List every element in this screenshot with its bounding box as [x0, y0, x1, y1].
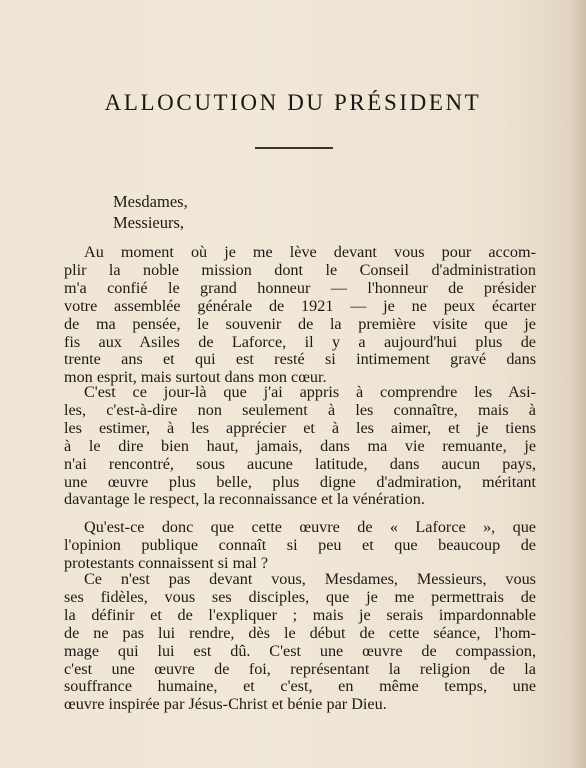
text-line: Qu'est-ce donc que cette œuvre de « Laforce », que [84, 519, 536, 536]
text-line: ses fidèles, vous ses disciples, que je me permettrais de [64, 588, 536, 606]
text-line: à le dire bien haut, jamais, dans ma vie remuante, je [64, 437, 536, 455]
text-line: protestants connaissent si mal ? [64, 554, 269, 572]
text-line: n'ai rencontré, sous aucune latitude, dans aucun pays, [64, 455, 536, 473]
text-line: les estimer, à les apprécier et à les aimer, et je tiens [64, 419, 536, 437]
title-divider [255, 147, 333, 149]
text-line: plir la noble mission dont le Conseil d'administration [64, 261, 536, 279]
text-line: la définir et de l'expliquer ; mais je serais impardonnable [64, 606, 536, 624]
text-line: mage qui lui est dû. C'est une œuvre de compassion, [64, 642, 536, 660]
salutation-messieurs: Messieurs, [113, 213, 185, 232]
text-line: trente ans et qui est resté si intimement gravé dans [64, 351, 536, 369]
text-line: fis aux Asiles de Laforce, il y a aujourd'hui plus de [64, 333, 536, 351]
text-line: œuvre inspirée par Jésus-Christ et bénie par Dieu. [64, 696, 387, 714]
text-line: de ne pas lui rendre, dès le début de cette séance, l'hom- [64, 624, 536, 642]
text-line: Au moment où je me lève devant vous pour accom- [84, 244, 536, 261]
paragraph-4 [64, 571, 536, 714]
text-line: votre assemblée générale de 1921 — je ne peux écarter [64, 297, 536, 315]
text-line: C'est ce jour-là que j'ai appris à comprendre les Asi- [84, 384, 536, 401]
text-line: Ce n'est pas devant vous, Mesdames, Messieurs, vous [84, 571, 536, 588]
salutation-mesdames: Mesdames, [113, 192, 188, 211]
text-line: l'opinion publique connaît si peu et que beaucoup de [64, 536, 536, 554]
text-line: m'a confié le grand honneur — l'honneur de présider [64, 279, 536, 297]
paragraph-2 [64, 384, 536, 509]
page-title: ALLOCUTION DU PRÉSIDENT [104, 90, 482, 115]
text-line: les, c'est-à-dire non seulement à les connaître, mais à [64, 401, 536, 419]
text-line: mon esprit, mais surtout dans mon cœur. [64, 369, 327, 387]
text-line: davantage le respect, la reconnaissance et la vénération. [64, 491, 425, 509]
text-line: souffrance humaine, et c'est, en même temps, une [64, 678, 536, 696]
text-line: de ma pensée, le souvenir de la première visite que je [64, 315, 536, 333]
paragraph-3 [64, 519, 536, 573]
text-line: c'est une œuvre de foi, représentant la religion de la [64, 660, 536, 678]
text-line: une œuvre plus belle, plus digne d'admiration, méritant [64, 473, 536, 491]
paragraph-1 [64, 244, 536, 387]
